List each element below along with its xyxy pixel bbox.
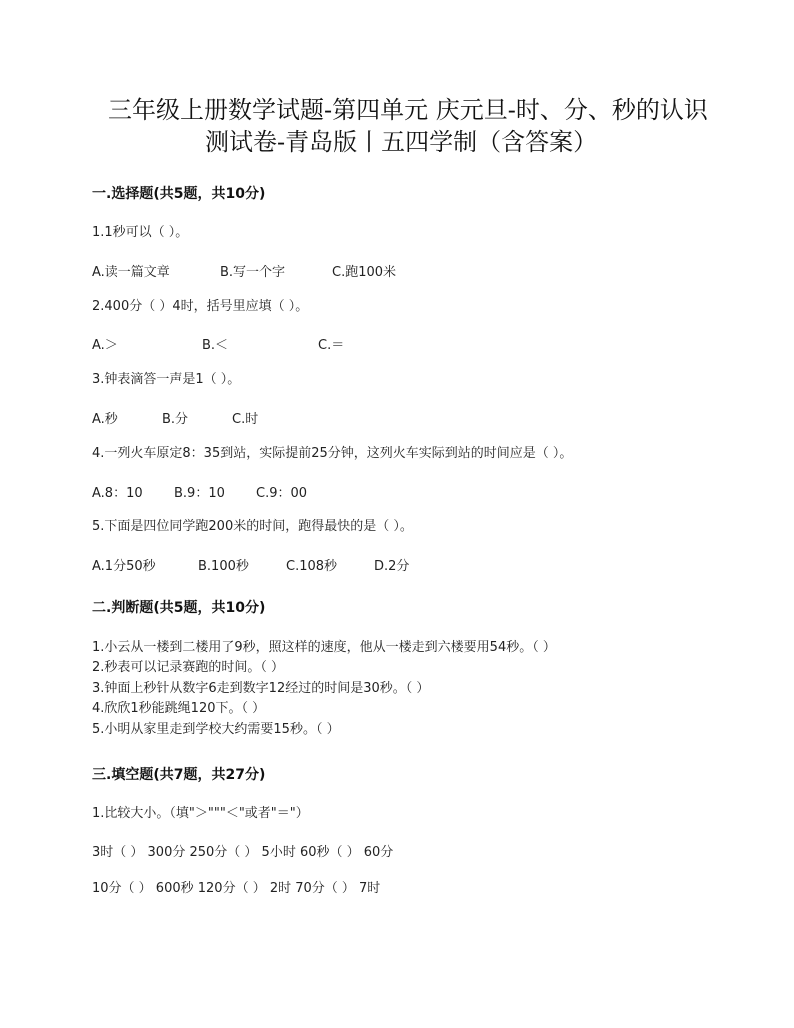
fill-question-1-row-1: 3时（ ） 300分 250分（ ） 5小时 60秒（ ） 60分 [92,845,394,860]
option-a: A.读一篇文章 [92,265,170,280]
page-title-line-1: 三年级上册数学试题-第四单元 庆元旦-时、分、秒的认识 [108,96,708,124]
option-b: B.写一个字 [220,265,286,280]
option-a: A.＞ [92,338,118,353]
question-4-stem: 4.一列火车原定8：35到站，实际提前25分钟，这列火车实际到站的时间应是（ ）。 [92,446,573,461]
page-title-line-2: 测试卷-青岛版丨五四学制（含答案） [205,128,598,156]
judge-item-3: 3.钟面上秒针从数字6走到数字12经过的时间是30秒。（ ） [92,681,430,696]
option-c: C.＝ [318,338,345,353]
option-c: C.时 [232,412,259,427]
judge-item-4: 4.欣欣1秒能跳绳120下。（ ） [92,701,266,716]
question-5-stem: 5.下面是四位同学跑200米的时间，跑得最快的是（ ）。 [92,519,413,534]
fill-question-1-stem: 1.比较大小。（填"＞"""＜"或者"＝"） [92,806,309,821]
option-d: D.2分 [374,559,410,574]
section-heading-choice: 一.选择题(共5题，共10分) [92,186,266,202]
option-a: A.秒 [92,412,118,427]
judge-item-1: 1.小云从一楼到二楼用了9秒，照这样的速度，他从一楼走到六楼要用54秒。（ ） [92,640,556,655]
option-b: B.9：10 [174,486,225,501]
section-heading-true-false: 二.判断题(共5题，共10分) [92,600,266,616]
question-3-stem: 3.钟表滴答一声是1（ ）。 [92,372,241,387]
option-c: C.9：00 [256,486,308,501]
option-a: A.1分50秒 [92,559,156,574]
option-a: A.8：10 [92,486,143,501]
option-c: C.108秒 [286,559,338,574]
judge-item-5: 5.小明从家里走到学校大约需要15秒。（ ） [92,722,340,737]
judge-item-2: 2.秒表可以记录赛跑的时间。（ ） [92,660,285,675]
option-b: B.100秒 [198,559,249,574]
option-b: B.分 [162,412,189,427]
question-2-stem: 2.400分（ ）4时，括号里应填（ ）。 [92,299,309,314]
option-b: B.＜ [202,338,229,353]
fill-question-1-row-2: 10分（ ） 600秒 120分（ ） 2时 70分（ ） 7时 [92,881,381,896]
question-1-stem: 1.1秒可以（ ）。 [92,225,189,240]
section-heading-fill-blank: 三.填空题(共7题，共27分) [92,767,266,783]
option-c: C.跑100米 [332,265,397,280]
